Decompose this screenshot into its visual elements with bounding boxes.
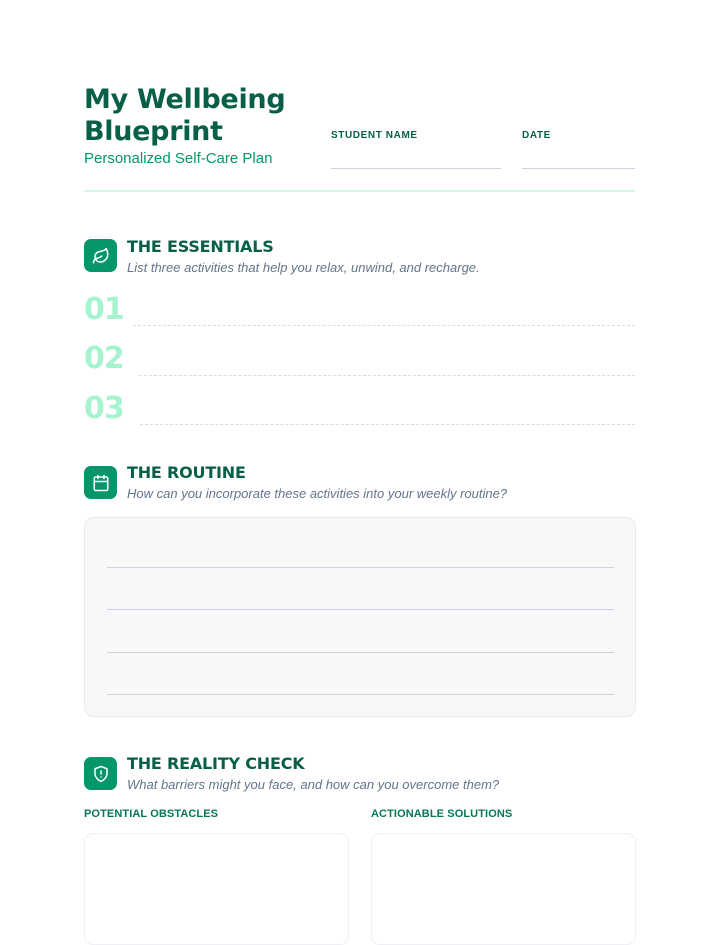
essential-input-3[interactable] [140,424,635,425]
essential-input-1[interactable] [133,325,635,326]
routine-line [107,609,614,610]
essential-number-2: 02 [84,341,124,376]
calendar-icon [84,466,117,499]
leaf-icon [84,239,117,272]
routine-description: How can you incorporate these activities into your weekly routine? [127,486,508,501]
page-title: My Wellbeing Blueprint [84,84,286,147]
routine-line [107,567,614,568]
routine-line [107,652,614,653]
reality-check-description: What barriers might you face, and how can you overcome them? [127,777,500,792]
obstacles-input[interactable] [84,833,349,945]
solutions-input[interactable] [371,833,636,945]
essential-number-1: 01 [84,292,124,327]
date-label: DATE [522,130,551,141]
header-divider [84,190,635,192]
page-subtitle: Personalized Self-Care Plan [84,150,273,167]
routine-title: THE ROUTINE [127,463,246,482]
student-name-field[interactable] [331,168,501,169]
routine-writing-area[interactable] [84,517,636,717]
routine-line [107,694,614,695]
essentials-description: List three activities that help you relax, unwind, and recharge. [127,260,480,275]
date-field[interactable] [522,168,635,169]
essential-input-2[interactable] [139,375,635,376]
essentials-title: THE ESSENTIALS [127,237,274,256]
obstacles-label: POTENTIAL OBSTACLES [84,808,219,820]
reality-check-title: THE REALITY CHECK [127,754,305,773]
solutions-label: ACTIONABLE SOLUTIONS [371,808,513,820]
essential-number-3: 03 [84,391,124,426]
shield-alert-icon [84,757,117,790]
student-name-label: STUDENT NAME [331,130,418,141]
